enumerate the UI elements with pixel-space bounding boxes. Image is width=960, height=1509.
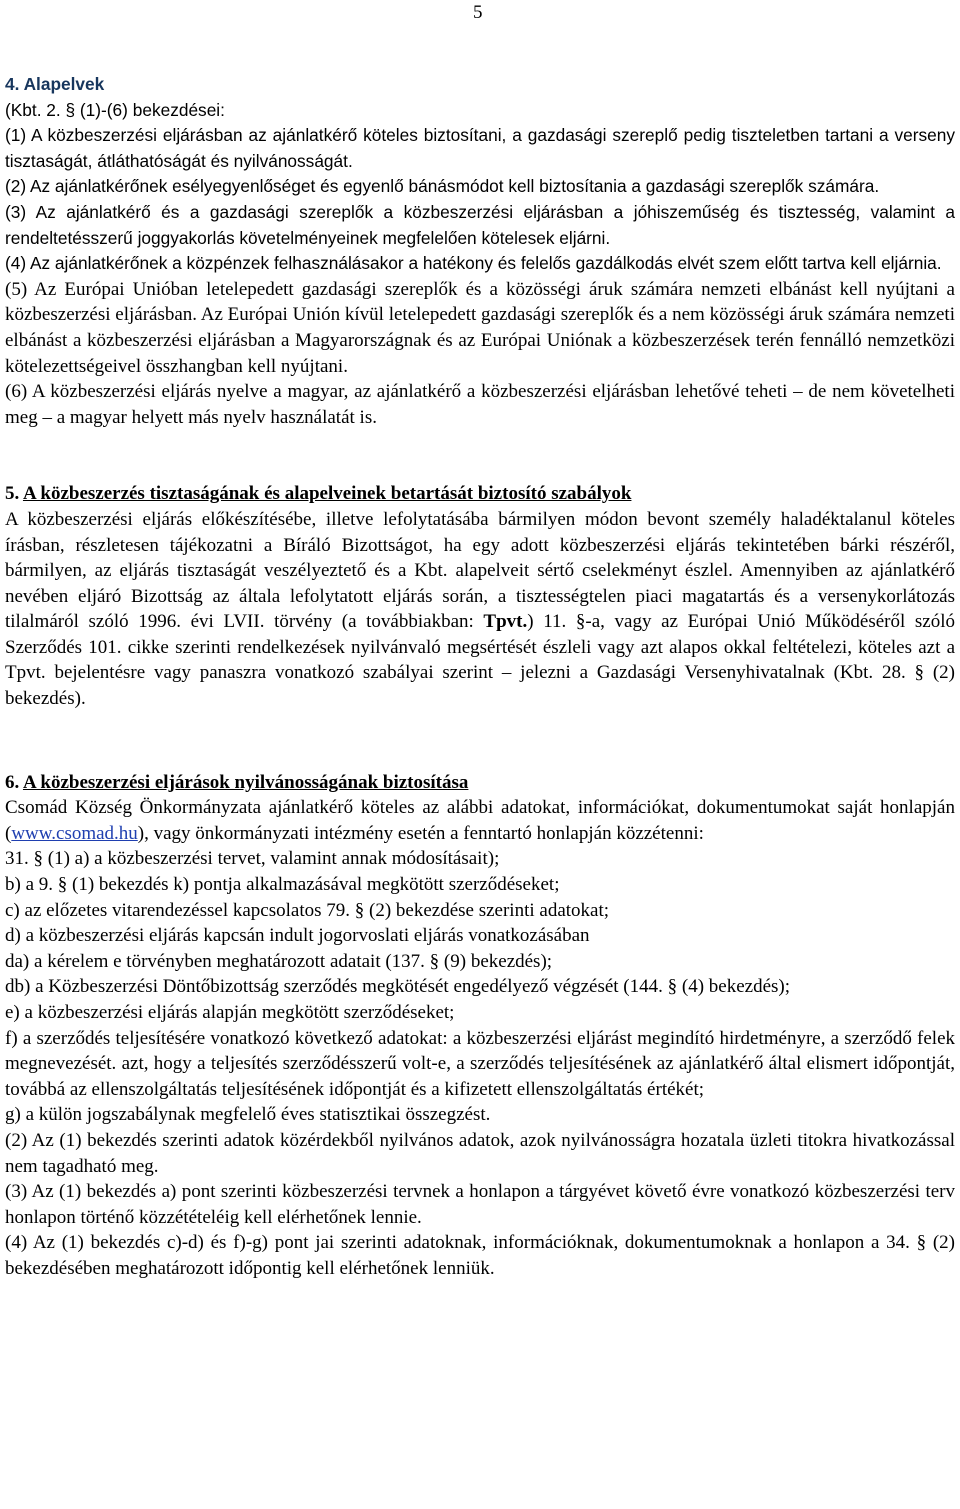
section-5-body-part: A közbeszerzési eljárás előkészítésébe, illetve lefolytatásába bármilyen módon bevont személy haladéktalanul köteles írásban, részletesen tájékozatni a Bíráló Bizottságot, ha egy adott közbeszerzési eljárás tekintetében bárki részéről, bármilyen, az eljárás tisztaságát veszélyeztető és a Kbt. alapelveit sértő cselekményt észlel. Amennyiben az ajánlatkérő nevében eljáró Bizottság az általa lefolytatott eljárás során, a tisztességtelen piaci magatartás és a versenykorlátozás tilalmáról szóló 1996. évi LVII. törvény (a továbbiakban:	[5, 508, 955, 633]
list-item: da) a kérelem e törvényben meghatározott adatait (137. § (9) bekezdés);	[5, 950, 553, 972]
section-6-number: 6.	[5, 771, 23, 793]
page-number: 5	[473, 2, 483, 23]
section-6-heading	[5, 770, 955, 796]
list-item: (4) Az (1) bekezdés c)-d) és f)-g) pont jai szerinti adatoknak, információknak, dokumentumoknak a honlapon a 34. § (2) bekezdésében meghatározott időpontig kell elérhetőnek lenniük.	[5, 1232, 955, 1279]
section-6-intro	[5, 795, 955, 846]
list-item: e) a közbeszerzési eljárás alapján megkötött szerződéseket;	[5, 1002, 455, 1023]
list-item: 31. § (1) a) a közbeszerzési tervet, valamint annak módosításait);	[5, 848, 500, 870]
section-5-number: 5.	[5, 483, 23, 505]
list-item: db) a Közbeszerzési Döntőbizottság szerződés megkötését engedélyező végzését (144. § (4) bekezdés);	[5, 976, 791, 998]
paragraph: (6) A közbeszerzési eljárás nyelve a magyar, az ajánlatkérő a közbeszerzési eljárásban lehetővé teheti – de nem követelheti meg – a magyar helyett más nyelv használatát is.	[5, 381, 955, 428]
paragraph: (3) Az ajánlatkérő és a gazdasági szereplők a közbeszerzési eljárásban a jóhiszeműség és tisztesség, valamint a rendeltetésszerű joggyakorlás követelményeinek megfelelően kötelesek eljárni.	[5, 201, 955, 248]
section-4-reference: (Kbt. 2. § (1)-(6) bekezdései:	[5, 99, 225, 120]
section-4-heading: 4. Alapelvek	[5, 74, 105, 94]
list-item: b) a 9. § (1) bekezdés k) pontja alkalmazásával megkötött szerződéseket;	[5, 874, 560, 896]
document-body	[5, 72, 955, 1282]
list-item: (3) Az (1) bekezdés a) pont szerinti közbeszerzési tervnek a honlapon a tárgyévet követő évre vonatkozó közbeszerzési terv honlapon történő közzétételéig kell elérhetőnek lennie.	[5, 1181, 955, 1228]
section-4-principles	[5, 72, 955, 277]
section-5-body	[5, 507, 955, 712]
section-6-intro-part: ), vagy önkormányzati intézmény esetén a fenntartó honlapján közzétenni:	[137, 822, 704, 844]
paragraph: (1) A közbeszerzési eljárásban az ajánlatkérő köteles biztosítani, a gazdasági szereplő pedig tiszteletben tartani a verseny tisztaságát, átláthatóságát és nyilvánosságát.	[5, 125, 955, 171]
section-6-intro-part: Csomád Község Önkormányzata ajánlatkérő köteles az alábbi adatokat, információkat, dokumentumokat saját honlapján (	[5, 797, 955, 844]
tpvt-abbreviation: Tpvt.	[483, 611, 528, 633]
website-link[interactable]: www.csomad.hu	[11, 822, 138, 844]
section-6-title: A közbeszerzési eljárások nyilvánosságának biztosítása	[22, 771, 469, 793]
section-5-heading	[5, 481, 955, 507]
paragraph: (2) Az ajánlatkérőnek esélyegyenlőséget és egyenlő bánásmódot kell biztosítania a gazdasági szereplők számára.	[5, 176, 880, 197]
list-item: (2) Az (1) bekezdés szerinti adatok közérdekből nyilvános adatok, azok nyilvánosságra hozatala üzleti titokra hivatkozással nem tagadható meg.	[5, 1129, 955, 1177]
list-item: c) az előzetes vitarendezéssel kapcsolatos 79. § (2) bekezdése szerinti adatokat;	[5, 899, 610, 921]
paragraph: (5) Az Európai Unióban letelepedett gazdasági szereplők és a közösségi áruk számára nemzeti elbánást kell nyújtani a közbeszerzési eljárásban. Az Európai Unión kívül letelepedett gazdasági szereplők és a nem közösségi áruk számára nemzeti elbánást a közbeszerzési eljárásban a Magyarországnak és az Európai Uniónak a közbeszerzések terén fennálló nemzetközi kötelezettségeivel összhangban kell nyújtani.	[5, 278, 955, 377]
list-item: g) a külön jogszabálynak megfelelő éves statisztikai összegzést.	[5, 1104, 491, 1126]
section-5-title: A közbeszerzés tisztaságának és alapelveinek betartását biztosító szabályok	[22, 483, 632, 505]
paragraph: (4) Az ajánlatkérőnek a közpénzek felhasználásakor a hatékony és felelős gazdálkodás elvét szem előtt tartva kell eljárnia.	[5, 253, 942, 274]
section-5-body-part: ) 11. §-a, vagy az Európai Unió Működéséről szóló Szerződés 101. cikke szerinti rendelkezések nyilvánvaló megsértését észleli vagy azt alapos okkal feltételezi, köteles azt a Tpvt. bejelentésre vagy panaszra vonatkozó szabályai szerint – jelezni a Gazdasági Versenyhivatalnak (Kbt. 28. § (2) bekezdés).	[5, 611, 955, 710]
list-item: f) a szerződés teljesítésére vonatkozó következő adatokat: a közbeszerzési eljárást megindító hirdetményre, a szerződő felek megnevezését. azt, hogy a teljesítés szerződésszerű volt-e, a szerződés teljesítésének az ajánlatkérő által elismert időpontját, továbbá az ellenszolgáltatás teljesítésének időpontját és a kifizetett ellenszolgáltatás értékét;	[5, 1027, 955, 1100]
list-item: d) a közbeszerzési eljárás kapcsán indult jogorvoslati eljárás vonatkozásában	[5, 925, 590, 947]
